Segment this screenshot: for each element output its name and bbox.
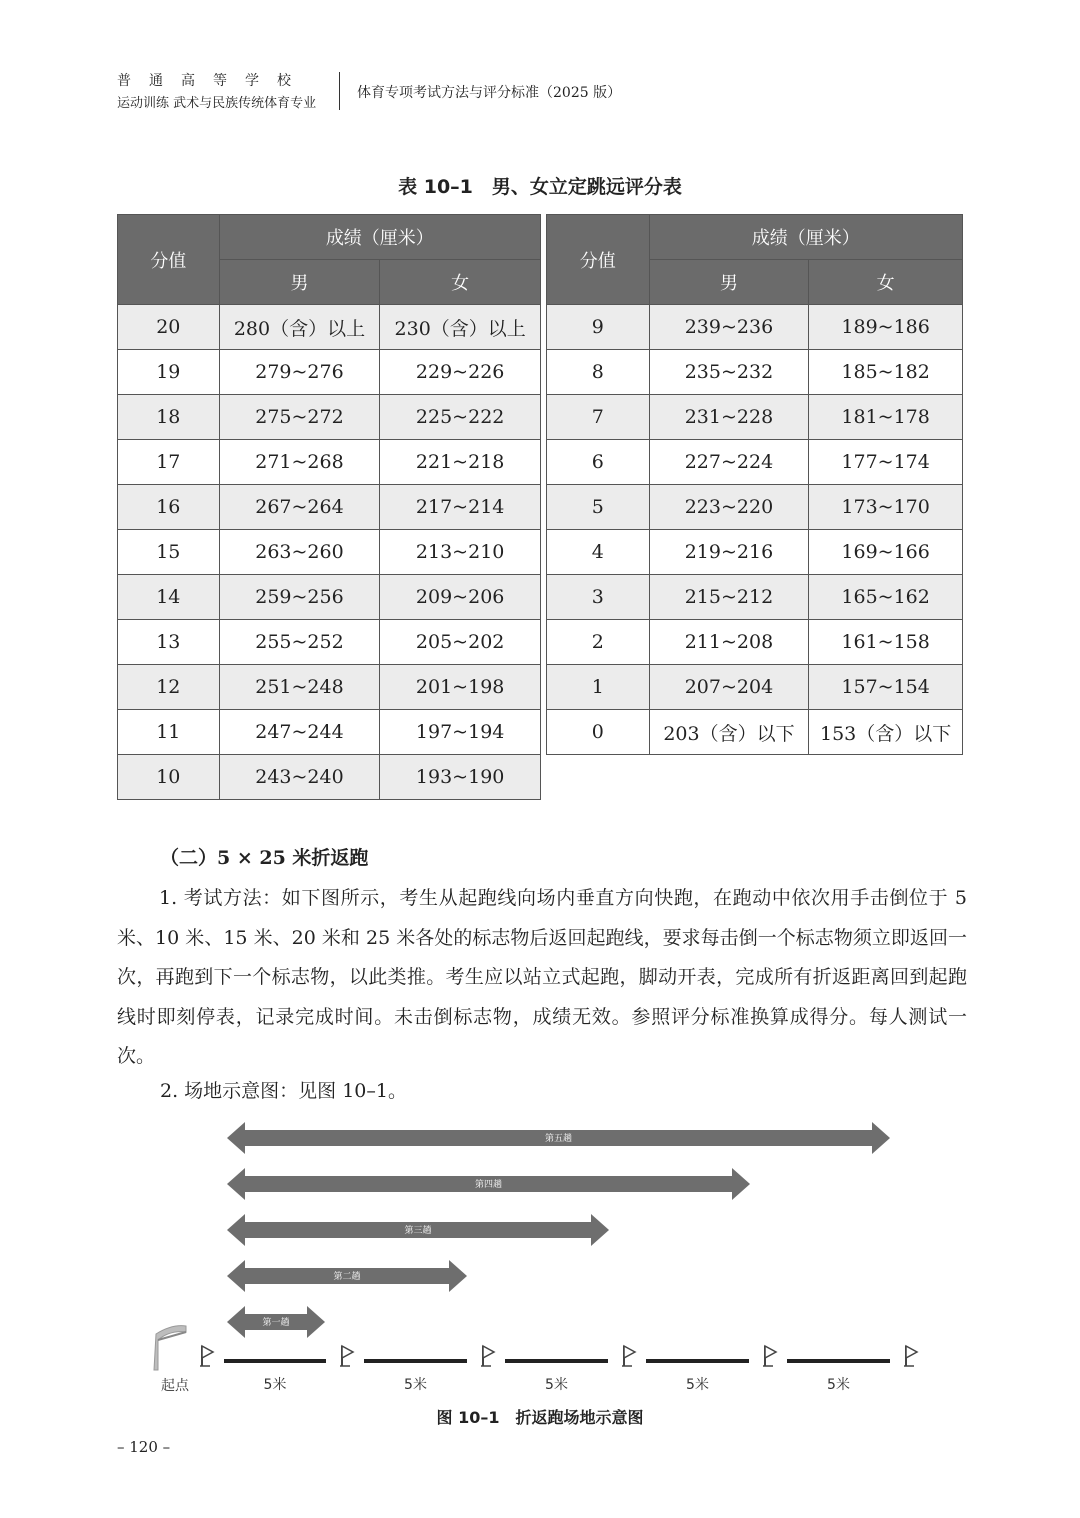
cell-female: 209~206 — [380, 575, 541, 620]
table-title: 表 10–1 男、女立定跳远评分表 — [398, 176, 682, 198]
cell-male: 203（含）以下 — [649, 710, 809, 755]
table-row — [547, 620, 963, 665]
table-row — [118, 305, 541, 350]
table-row — [547, 350, 963, 395]
header-book-title: 体育专项考试方法与评分标准（2025 版） — [357, 85, 622, 101]
table-row — [118, 710, 541, 755]
flag-icon — [622, 1346, 635, 1366]
table-row — [118, 620, 541, 665]
cell-score: 6 — [547, 440, 650, 485]
lap-arrow-label: 第四趟 — [474, 1180, 503, 1190]
header-major: 运动训练 武术与民族传统体育专业 — [117, 96, 317, 111]
test-method-text: 1. 考试方法：如下图所示，考生从起跑线向场内垂直方向快跑，在跑动中依次用手击倒位于 5 米、10 米、15 米、20 米和 25 米各处的标志物后返回起跑线，要求每击倒一个标志物须立即返回一次，再跑到下一个标志物，以此类推。考生应以站立式起跑，脚动开表，完成所有折返距离回到起跑线时即刻停表，记录完成时间。未击倒标志物，成绩无效。参照评分标准换算成得分。每人测试一次。 — [117, 887, 967, 1067]
table-row — [118, 575, 541, 620]
segment-distance-label: 5米 — [827, 1377, 850, 1393]
flag-icon — [904, 1346, 917, 1366]
header-result: 成绩（厘米） — [649, 215, 962, 260]
cell-score: 15 — [118, 530, 220, 575]
cell-male: 243~240 — [219, 755, 380, 800]
cell-female: 177~174 — [809, 440, 963, 485]
cell-score: 4 — [547, 530, 650, 575]
cell-score: 20 — [118, 305, 220, 350]
cell-female: 161~158 — [809, 620, 963, 665]
table-row — [547, 485, 963, 530]
cell-score: 8 — [547, 350, 650, 395]
cell-male: 219~216 — [649, 530, 809, 575]
header-school: 普通高等学校 — [117, 73, 309, 89]
table-row — [547, 305, 963, 350]
test-method-paragraph — [117, 879, 967, 1077]
cell-female: 189~186 — [809, 305, 963, 350]
cell-female: 165~162 — [809, 575, 963, 620]
cell-score: 19 — [118, 350, 220, 395]
cell-female: 201~198 — [380, 665, 541, 710]
header-male: 男 — [219, 260, 380, 305]
cell-male: 231~228 — [649, 395, 809, 440]
cell-female: 217~214 — [380, 485, 541, 530]
cell-female: 157~154 — [809, 665, 963, 710]
segment-distance-label: 5米 — [404, 1377, 427, 1393]
table-row — [547, 440, 963, 485]
segment-distance-label: 5米 — [545, 1377, 568, 1393]
cell-score: 13 — [118, 620, 220, 665]
cell-male: 207~204 — [649, 665, 809, 710]
header-male: 男 — [649, 260, 809, 305]
table-row — [547, 575, 963, 620]
score-table-right — [546, 214, 963, 755]
table-row — [547, 665, 963, 710]
cell-male: 259~256 — [219, 575, 380, 620]
table-row — [118, 440, 541, 485]
table-row — [118, 350, 541, 395]
cell-male: 275~272 — [219, 395, 380, 440]
cell-score: 3 — [547, 575, 650, 620]
cell-score: 9 — [547, 305, 650, 350]
section-title: （二）5 × 25 米折返跑 — [160, 847, 369, 869]
header-score: 分值 — [547, 215, 650, 305]
cell-score: 16 — [118, 485, 220, 530]
cell-female: 173~170 — [809, 485, 963, 530]
header-score: 分值 — [118, 215, 220, 305]
cell-score: 0 — [547, 710, 650, 755]
start-gate-icon — [154, 1326, 186, 1370]
cell-score: 12 — [118, 665, 220, 710]
cell-female: 169~166 — [809, 530, 963, 575]
cell-score: 10 — [118, 755, 220, 800]
segment-distance-label: 5米 — [686, 1377, 709, 1393]
cell-male: 239~236 — [649, 305, 809, 350]
cell-male: 215~212 — [649, 575, 809, 620]
header-female: 女 — [809, 260, 963, 305]
shuttle-run-diagram — [150, 1118, 940, 1398]
cell-female: 225~222 — [380, 395, 541, 440]
cell-male: 227~224 — [649, 440, 809, 485]
cell-male: 263~260 — [219, 530, 380, 575]
header-result: 成绩（厘米） — [219, 215, 540, 260]
flag-icon — [340, 1346, 353, 1366]
cell-score: 1 — [547, 665, 650, 710]
table-row — [118, 485, 541, 530]
table-row — [547, 710, 963, 755]
table-row — [547, 395, 963, 440]
flag-icon — [763, 1346, 776, 1366]
cell-male: 280（含）以上 — [219, 305, 380, 350]
cell-female: 185~182 — [809, 350, 963, 395]
cell-male: 267~264 — [219, 485, 380, 530]
cell-female: 229~226 — [380, 350, 541, 395]
cell-score: 11 — [118, 710, 220, 755]
cell-male: 279~276 — [219, 350, 380, 395]
cell-male: 247~244 — [219, 710, 380, 755]
cell-female: 153（含）以下 — [809, 710, 963, 755]
cell-score: 17 — [118, 440, 220, 485]
cell-female: 230（含）以上 — [380, 305, 541, 350]
cell-male: 255~252 — [219, 620, 380, 665]
flag-icon — [481, 1346, 494, 1366]
cell-female: 221~218 — [380, 440, 541, 485]
cell-female: 181~178 — [809, 395, 963, 440]
cell-female: 193~190 — [380, 755, 541, 800]
page-number: – 120 – — [117, 1438, 171, 1456]
table-row — [547, 530, 963, 575]
cell-score: 18 — [118, 395, 220, 440]
cell-female: 197~194 — [380, 710, 541, 755]
cell-score: 5 — [547, 485, 650, 530]
cell-female: 205~202 — [380, 620, 541, 665]
segment-distance-label: 5米 — [263, 1377, 287, 1393]
lap-arrow-label: 第二趟 — [333, 1272, 361, 1282]
lap-arrow-label: 第三趟 — [404, 1226, 432, 1236]
table-row — [118, 530, 541, 575]
flag-icon — [200, 1346, 213, 1366]
cell-female: 213~210 — [380, 530, 541, 575]
table-row — [118, 395, 541, 440]
figure-caption: 图 10–1 折返跑场地示意图 — [436, 1408, 644, 1427]
cell-male: 211~208 — [649, 620, 809, 665]
header-female: 女 — [380, 260, 541, 305]
table-row — [118, 665, 541, 710]
start-label: 起点 — [161, 1378, 189, 1394]
table-row — [118, 755, 541, 800]
lap-arrow-label: 第五趟 — [544, 1134, 573, 1144]
cell-score: 14 — [118, 575, 220, 620]
score-table-left — [117, 214, 541, 800]
cell-male: 223~220 — [649, 485, 809, 530]
cell-score: 2 — [547, 620, 650, 665]
field-diagram-reference: 2. 场地示意图：见图 10–1。 — [160, 1080, 407, 1102]
cell-male: 235~232 — [649, 350, 809, 395]
cell-score: 7 — [547, 395, 650, 440]
cell-male: 251~248 — [219, 665, 380, 710]
cell-male: 271~268 — [219, 440, 380, 485]
lap-arrow-label: 第一趟 — [262, 1318, 290, 1328]
header-divider — [339, 72, 340, 110]
